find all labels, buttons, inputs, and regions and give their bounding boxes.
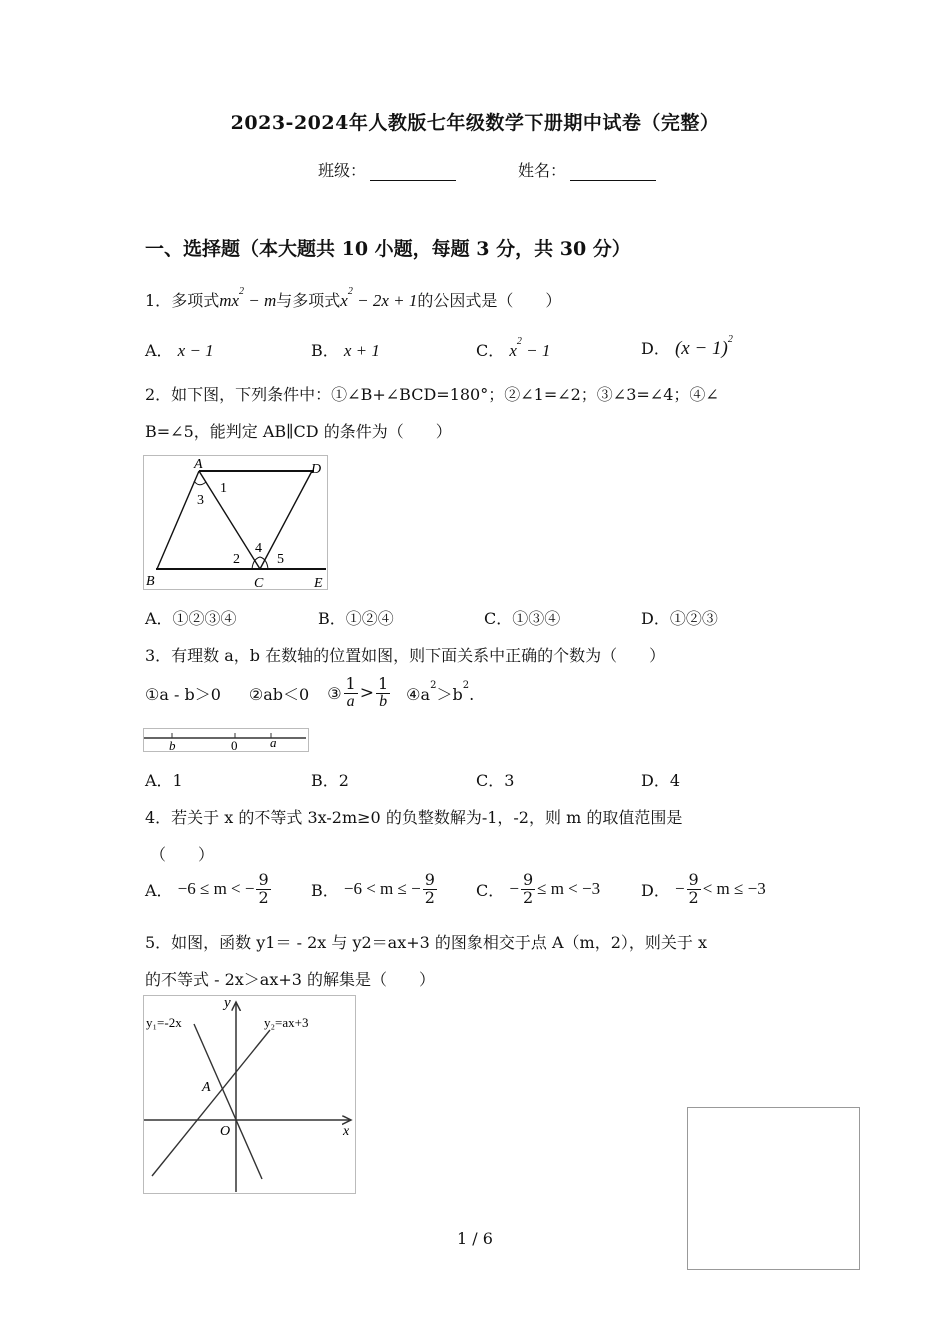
label-1: 1 (220, 481, 227, 496)
q1-option-d[interactable] (641, 336, 733, 360)
q4-option-d-label: D． (641, 880, 670, 900)
line-cd (260, 471, 312, 569)
label-y: y (224, 996, 231, 1011)
q3-cond1: ①a - b＞0 (145, 684, 221, 704)
label-O: O (220, 1124, 231, 1139)
q2-option-d[interactable]: D．①②③ (641, 609, 718, 628)
q1-option-a-label: A． (145, 341, 173, 360)
nl-label-b: b (169, 738, 176, 751)
q3-cond4-a: ④a (406, 684, 431, 704)
q3-option-b[interactable]: B．2 (311, 771, 349, 790)
q1-number: 1． (145, 291, 172, 310)
q4-option-c-minus: − (509, 879, 519, 899)
name-blank[interactable] (570, 162, 656, 181)
q3-frac-1-over-a: $\frac{1}{a}$ (345, 674, 356, 710)
q4-option-b-frac: $\frac{9}{2}$ (424, 870, 435, 907)
q1-option-a-math: x − 1 (177, 341, 214, 360)
q1-option-b-label: B． (311, 341, 339, 360)
q4-option-b[interactable] (311, 872, 439, 907)
class-label: 班级： (318, 161, 367, 180)
q3-number-line (143, 728, 309, 752)
q1-option-c-math: $x^2 - 1$ (509, 336, 551, 360)
line-y1 (194, 1024, 262, 1179)
q4-option-b-label: B． (311, 880, 339, 900)
q1-text-a: 多项式 (171, 291, 220, 310)
page-number: 1 / 6 (457, 1229, 493, 1248)
q2-line1: 2．如下图，下列条件中：①∠B+∠BCD=180°；②∠1=∠2；③∠3=∠4；④∠ (145, 385, 719, 404)
q1-option-d-label: D． (641, 339, 670, 358)
q3-option-c[interactable]: C．3 (476, 771, 515, 790)
q3-number-line-svg (144, 729, 308, 751)
q4-option-a[interactable] (145, 872, 273, 907)
q4-option-a-math: −6 ≤ m < − (177, 879, 255, 899)
q4-line1: 4．若关于 x 的不等式 3x-2m≥0 的负整数解为-1，-2，则 m 的取值范围是 (145, 808, 683, 827)
q2-option-a[interactable]: A．①②③④ (145, 609, 237, 628)
q1-text-b: 与多项式 (276, 291, 341, 310)
q3-option-d[interactable]: D．4 (641, 771, 681, 790)
q3-frac-1-over-b: $\frac{1}{b}$ (377, 674, 389, 710)
page-title: 2023-2024年人教版七年级数学下册期中试卷（完整） (230, 112, 720, 134)
q3-conditions (145, 676, 474, 711)
q2-option-b[interactable]: B．①②④ (318, 609, 394, 628)
q4-option-c[interactable] (476, 872, 600, 907)
q4-option-d-math: < m ≤ −3 (702, 879, 766, 899)
name-label: 姓名： (518, 161, 567, 180)
question-1 (145, 288, 561, 311)
q1-option-b-math: x + 1 (343, 341, 380, 360)
q3-cond2: ②ab＜0 (248, 684, 310, 704)
q5-figure (143, 995, 356, 1194)
label-A: A (202, 1080, 211, 1095)
q3-cond4: $④a^2>b^2$. (406, 679, 475, 704)
q1-option-b[interactable] (311, 338, 380, 361)
class-blank[interactable] (370, 162, 456, 181)
label-E: E (314, 576, 323, 589)
line-ac (199, 471, 260, 569)
q1-option-c-label: C． (476, 341, 505, 360)
q3-line1: 3．有理数 a，b 在数轴的位置如图，则下面关系中正确的个数为（ ） (145, 646, 666, 665)
q1-option-c[interactable] (476, 338, 550, 361)
q4-option-c-frac: $\frac{9}{2}$ (522, 870, 534, 907)
q2-figure (143, 455, 328, 590)
q1-text-c: 的公因式是（ ） (417, 291, 562, 310)
q4-option-d[interactable] (641, 872, 766, 907)
label-D: D (311, 462, 322, 477)
q1-math-a: $mx^2 - m$ (219, 286, 277, 310)
label-C: C (254, 576, 264, 589)
q4-option-a-label: A． (145, 880, 173, 900)
q3-cond4-b: ＞b (436, 684, 463, 704)
q4-option-b-math: −6 < m ≤ − (343, 879, 421, 899)
q4-option-c-math: ≤ m < −3 (537, 879, 601, 899)
q4-line2: （ ） (150, 845, 215, 864)
line-ab (157, 471, 199, 569)
label-2: 2 (233, 552, 240, 567)
label-x: x (343, 1124, 350, 1139)
q5-line2: 的不等式 - 2x＞ax+3 的解集是（ ） (145, 970, 436, 989)
label-y1-eq: y₁=-2x (146, 1015, 182, 1030)
section-heading: 一、选择题（本大题共 10 小题，每题 3 分，共 30 分） (145, 238, 631, 260)
q2-line2: B=∠5，能判定 AB∥CD 的条件为（ ） (145, 422, 452, 441)
q3-gt-symbol: > (359, 683, 374, 704)
label-y2-eq: y₂=ax+3 (264, 1015, 309, 1030)
q5-function-graph (144, 996, 355, 1193)
q4-option-d-minus: − (674, 879, 685, 899)
q5-line1: 5．如图，函数 y1＝ - 2x 与 y2＝ax+3 的图象相交于点 A（m，2），则关于 x (145, 933, 707, 952)
q4-option-c-label: C． (476, 880, 505, 900)
label-B: B (146, 574, 155, 589)
name-field (518, 158, 656, 181)
class-field (318, 158, 456, 181)
nl-label-0: 0 (231, 738, 238, 751)
q4-option-d-frac: $\frac{9}{2}$ (688, 870, 699, 907)
label-5: 5 (277, 552, 284, 567)
q3-cond4-end: . (469, 684, 475, 704)
label-4: 4 (255, 541, 262, 556)
q4-option-a-frac: $\frac{9}{2}$ (258, 870, 269, 907)
q1-option-a[interactable] (145, 338, 214, 361)
q1-option-d-math: $(x - 1)^2$ (674, 334, 733, 359)
angle-arc-a (194, 481, 206, 485)
q3-cond3-prefix: ③ (327, 683, 342, 703)
q2-option-c[interactable]: C．①③④ (484, 609, 561, 628)
line-y2 (152, 1030, 270, 1176)
nl-label-a: a (270, 735, 277, 750)
q2-geometry-diagram (144, 456, 327, 589)
q3-option-a[interactable]: A．1 (145, 771, 183, 790)
label-A: A (194, 457, 203, 472)
q1-math-b: $x^2 - 2x + 1$ (340, 286, 418, 310)
label-3: 3 (197, 493, 204, 508)
